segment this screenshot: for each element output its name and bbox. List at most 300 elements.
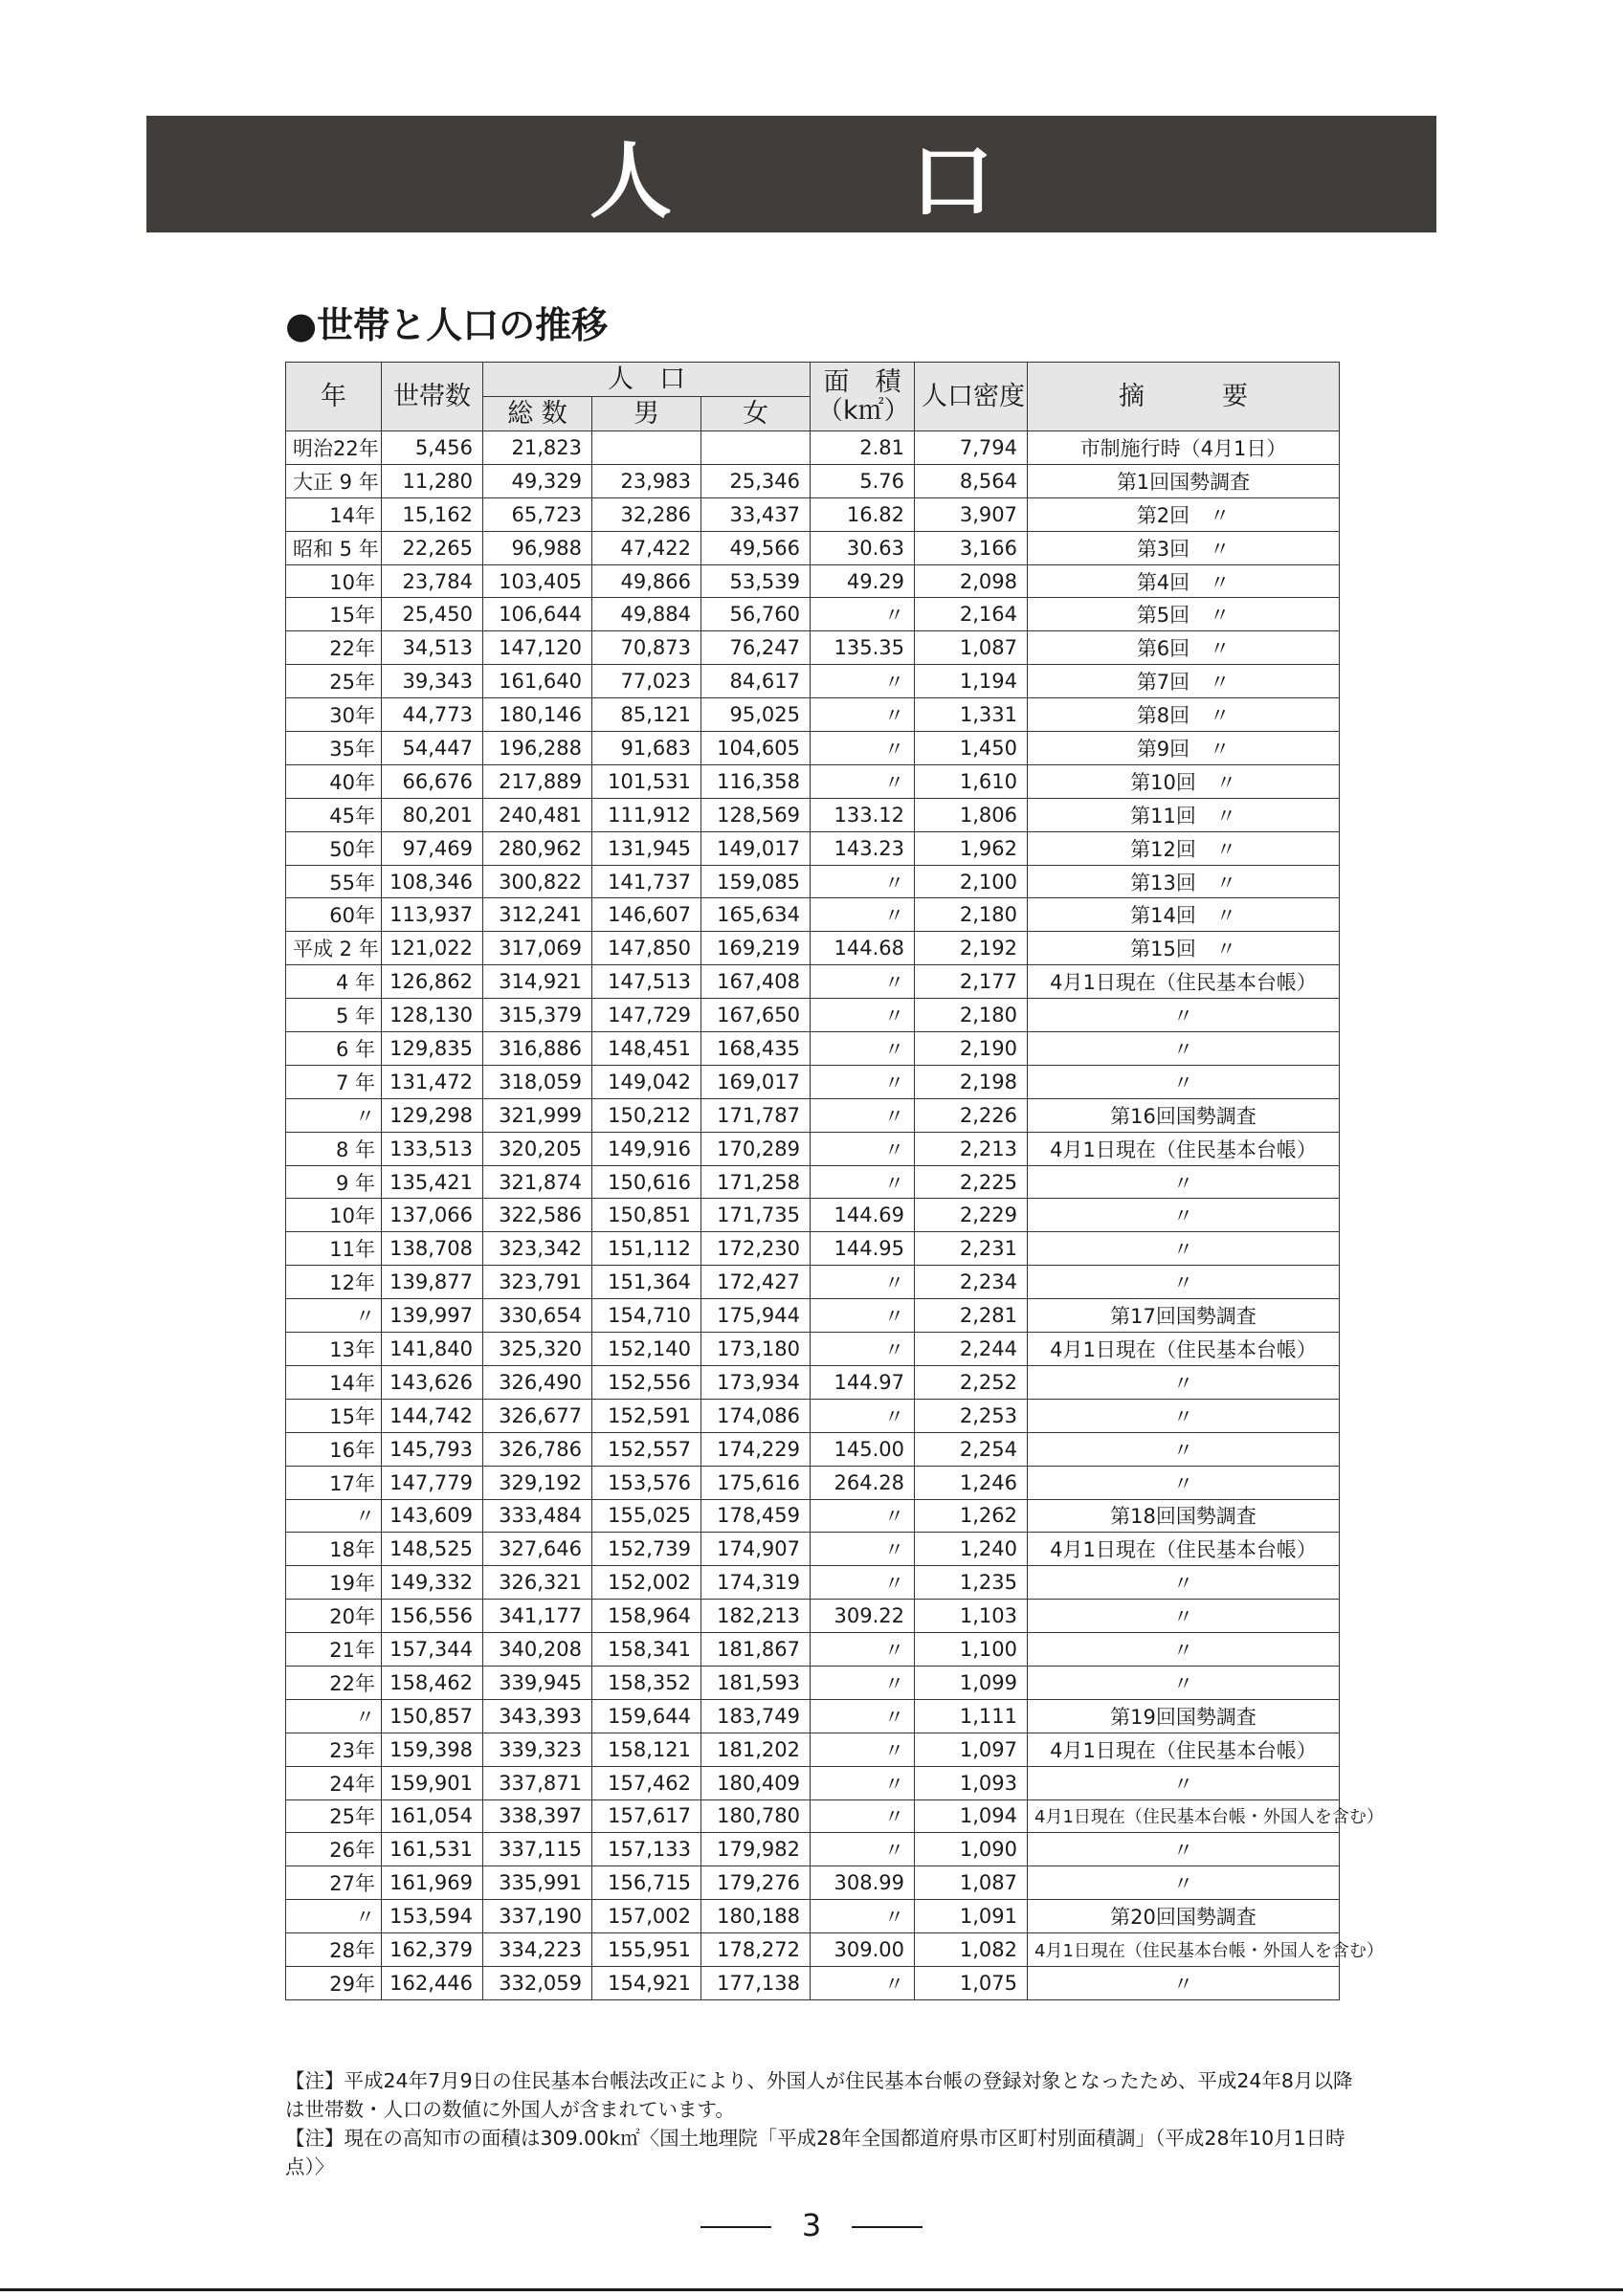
cell-male: 70,873: [592, 631, 701, 665]
cell-total: 240,481: [483, 798, 592, 831]
cell-notes: 〃: [1028, 1966, 1340, 1999]
cell-year: 17年: [286, 1466, 382, 1499]
cell-notes: 〃: [1028, 1165, 1340, 1199]
cell-area: 〃: [811, 1666, 915, 1699]
cell-year: 10年: [286, 564, 382, 598]
cell-density: 1,806: [915, 798, 1028, 831]
cell-female: 128,569: [701, 798, 811, 831]
cell-notes: 第14回 〃: [1028, 898, 1340, 932]
footnotes: [285, 2066, 1357, 2181]
cell-male: 23,983: [592, 464, 701, 497]
cell-male: 149,916: [592, 1132, 701, 1165]
cell-density: 2,213: [915, 1132, 1028, 1165]
cell-male: 158,352: [592, 1666, 701, 1699]
table-row: [286, 1299, 1340, 1333]
cell-male: 159,644: [592, 1699, 701, 1733]
table-row: [286, 1900, 1340, 1933]
cell-year: 20年: [286, 1600, 382, 1633]
cell-total: 325,320: [483, 1333, 592, 1366]
cell-total: 338,397: [483, 1799, 592, 1833]
cell-households: 15,162: [382, 497, 483, 531]
cell-households: 23,784: [382, 564, 483, 598]
cell-area: 〃: [811, 865, 915, 898]
cell-notes: 〃: [1028, 1666, 1340, 1699]
cell-male: 111,912: [592, 798, 701, 831]
cell-density: 1,087: [915, 1866, 1028, 1900]
table-row: [286, 1666, 1340, 1699]
population-table: [285, 362, 1384, 2000]
cell-households: 129,835: [382, 1032, 483, 1066]
cell-total: 339,945: [483, 1666, 592, 1699]
cell-male: 153,576: [592, 1466, 701, 1499]
cell-female: 174,907: [701, 1533, 811, 1566]
cell-total: 326,490: [483, 1365, 592, 1399]
cell-female: 180,409: [701, 1766, 811, 1799]
cell-year: 60年: [286, 898, 382, 932]
table-row: [286, 1232, 1340, 1266]
table-row: [286, 1566, 1340, 1600]
cell-male: 77,023: [592, 665, 701, 698]
cell-households: 121,022: [382, 932, 483, 965]
cell-notes: 〃: [1028, 1600, 1340, 1633]
cell-total: 343,393: [483, 1699, 592, 1733]
cell-male: 147,729: [592, 999, 701, 1032]
cell-female: 53,539: [701, 564, 811, 598]
cell-households: 148,525: [382, 1533, 483, 1566]
cell-male: 154,710: [592, 1299, 701, 1333]
table-row: [286, 1966, 1340, 1999]
cell-notes: 4月1日現在（住民基本台帳）: [1028, 965, 1340, 999]
cell-total: 147,120: [483, 631, 592, 665]
page-number: 3: [801, 2207, 822, 2243]
cell-total: 329,192: [483, 1466, 592, 1499]
cell-area: 〃: [811, 698, 915, 732]
cell-male: 157,617: [592, 1799, 701, 1833]
cell-male: 147,513: [592, 965, 701, 999]
cell-area: 308.99: [811, 1866, 915, 1900]
cell-density: 2,180: [915, 898, 1028, 932]
cell-male: 151,112: [592, 1232, 701, 1266]
cell-households: 162,446: [382, 1966, 483, 1999]
cell-notes: 第13回 〃: [1028, 865, 1340, 898]
cell-households: 161,531: [382, 1833, 483, 1866]
table-row: [286, 1266, 1340, 1299]
cell-year: 9 年: [286, 1165, 382, 1199]
cell-households: 128,130: [382, 999, 483, 1032]
cell-male: 146,607: [592, 898, 701, 932]
cell-households: 44,773: [382, 698, 483, 732]
cell-female: 168,435: [701, 1032, 811, 1066]
table-row: [286, 1933, 1340, 1967]
cell-density: 3,166: [915, 531, 1028, 564]
cell-female: 169,017: [701, 1065, 811, 1098]
cell-total: 321,874: [483, 1165, 592, 1199]
cell-notes: 〃: [1028, 1866, 1340, 1900]
cell-households: 66,676: [382, 764, 483, 798]
cell-area: 309.00: [811, 1933, 915, 1967]
cell-total: 318,059: [483, 1065, 592, 1098]
cell-year: 40年: [286, 764, 382, 798]
cell-total: 96,988: [483, 531, 592, 564]
cell-households: 5,456: [382, 431, 483, 465]
cell-density: 2,244: [915, 1333, 1028, 1366]
cell-notes: 〃: [1028, 1032, 1340, 1066]
cell-year: 14年: [286, 497, 382, 531]
cell-male: 147,850: [592, 932, 701, 965]
table-row: [286, 1766, 1340, 1799]
table-body: [286, 431, 1384, 2000]
cell-density: 2,254: [915, 1432, 1028, 1466]
cell-area: 2.81: [811, 431, 915, 465]
cell-density: 3,907: [915, 497, 1028, 531]
table-row: [286, 1600, 1340, 1633]
cell-notes: 第7回 〃: [1028, 665, 1340, 698]
cell-female: 149,017: [701, 831, 811, 865]
table-row: [286, 764, 1340, 798]
cell-density: 8,564: [915, 464, 1028, 497]
cell-year: 4 年: [286, 965, 382, 999]
cell-area: 〃: [811, 764, 915, 798]
cell-year: 27年: [286, 1866, 382, 1900]
table-row: [286, 1165, 1340, 1199]
cell-density: 1,246: [915, 1466, 1028, 1499]
cell-density: 2,177: [915, 965, 1028, 999]
cell-notes: 第15回 〃: [1028, 932, 1340, 965]
cell-female: 49,566: [701, 531, 811, 564]
cell-density: 1,075: [915, 1966, 1028, 1999]
banner-title: 人口: [589, 134, 1233, 230]
table-row: [286, 1499, 1340, 1533]
cell-notes: 〃: [1028, 1232, 1340, 1266]
cell-female: 174,086: [701, 1399, 811, 1432]
header-households: 世帯数: [382, 363, 483, 431]
cell-notes: 第19回国勢調査: [1028, 1699, 1340, 1733]
header-area-label: 面 積: [823, 366, 901, 397]
cell-area: 49.29: [811, 564, 915, 598]
cell-density: 7,794: [915, 431, 1028, 465]
cell-area: 〃: [811, 1699, 915, 1733]
table-row: [286, 1833, 1340, 1866]
cell-total: 322,586: [483, 1199, 592, 1232]
cell-female: 183,749: [701, 1699, 811, 1733]
cell-male: 158,964: [592, 1600, 701, 1633]
cell-total: 315,379: [483, 999, 592, 1032]
cell-male: 157,133: [592, 1833, 701, 1866]
page-number-area: [0, 2204, 1623, 2246]
cell-area: 〃: [811, 1499, 915, 1533]
cell-male: 131,945: [592, 831, 701, 865]
cell-year: 45年: [286, 798, 382, 831]
cell-area: 16.82: [811, 497, 915, 531]
cell-year: 21年: [286, 1633, 382, 1667]
cell-notes: 4月1日現在（住民基本台帳）: [1028, 1132, 1340, 1165]
cell-male: 152,591: [592, 1399, 701, 1432]
cell-notes: 第8回 〃: [1028, 698, 1340, 732]
cell-notes: 第10回 〃: [1028, 764, 1340, 798]
cell-male: 155,025: [592, 1499, 701, 1533]
cell-notes: 〃: [1028, 1633, 1340, 1667]
cell-female: 175,944: [701, 1299, 811, 1333]
table-row: [286, 1098, 1340, 1132]
cell-total: 333,484: [483, 1499, 592, 1533]
cell-total: 323,342: [483, 1232, 592, 1266]
cell-notes: 第3回 〃: [1028, 531, 1340, 564]
cell-households: 149,332: [382, 1566, 483, 1600]
cell-male: 32,286: [592, 497, 701, 531]
cell-notes: 〃: [1028, 1766, 1340, 1799]
cell-notes: 第16回国勢調査: [1028, 1098, 1340, 1132]
cell-male: 156,715: [592, 1866, 701, 1900]
cell-year: 7 年: [286, 1065, 382, 1098]
cell-density: 1,090: [915, 1833, 1028, 1866]
table-row: [286, 999, 1340, 1032]
bottom-rule: [0, 2288, 1623, 2291]
cell-year: 大正 9 年: [286, 464, 382, 497]
cell-year: 明治22年: [286, 431, 382, 465]
cell-notes: 第18回国勢調査: [1028, 1499, 1340, 1533]
cell-total: 321,999: [483, 1098, 592, 1132]
cell-year: 26年: [286, 1833, 382, 1866]
cell-notes: 第9回 〃: [1028, 732, 1340, 765]
cell-female: 172,230: [701, 1232, 811, 1266]
cell-households: 156,556: [382, 1600, 483, 1633]
cell-year: 28年: [286, 1933, 382, 1967]
cell-male: 158,341: [592, 1633, 701, 1667]
table-row: [286, 698, 1340, 732]
footnote-1: 【注】平成24年7月9日の住民基本台帳法改正により、外国人が住民基本台帳の登録対象となったため、平成24年8月以降は世帯数・人口の数値に外国人が含まれています。: [285, 2069, 1353, 2121]
header-density: 人口密度: [915, 363, 1028, 431]
cell-total: 320,205: [483, 1132, 592, 1165]
cell-male: 157,002: [592, 1900, 701, 1933]
table-row: [286, 1399, 1340, 1432]
cell-female: 95,025: [701, 698, 811, 732]
cell-density: 1,262: [915, 1499, 1028, 1533]
cell-total: 326,321: [483, 1566, 592, 1600]
table-row: [286, 932, 1340, 965]
cell-households: 108,346: [382, 865, 483, 898]
cell-density: 1,235: [915, 1566, 1028, 1600]
cell-male: 152,002: [592, 1566, 701, 1600]
cell-density: 1,240: [915, 1533, 1028, 1566]
cell-male: 155,951: [592, 1933, 701, 1967]
cell-total: 317,069: [483, 932, 592, 965]
cell-households: 135,421: [382, 1165, 483, 1199]
cell-households: 161,054: [382, 1799, 483, 1833]
cell-total: 341,177: [483, 1600, 592, 1633]
cell-area: 30.63: [811, 531, 915, 564]
cell-density: 1,331: [915, 698, 1028, 732]
cell-female: 116,358: [701, 764, 811, 798]
cell-notes: 4月1日現在（住民基本台帳）: [1028, 1333, 1340, 1366]
cell-notes: 〃: [1028, 1199, 1340, 1232]
cell-area: 144.97: [811, 1365, 915, 1399]
cell-total: 326,677: [483, 1399, 592, 1432]
cell-male: 150,616: [592, 1165, 701, 1199]
cell-male: 149,042: [592, 1065, 701, 1098]
cell-total: 21,823: [483, 431, 592, 465]
page-banner: [146, 116, 1436, 232]
cell-households: 139,997: [382, 1299, 483, 1333]
cell-households: 139,877: [382, 1266, 483, 1299]
section-title: ●世帯と人口の推移: [285, 304, 609, 346]
cell-total: 196,288: [483, 732, 592, 765]
header-area-unit: （k㎡）: [817, 395, 910, 426]
cell-year: 25年: [286, 665, 382, 698]
cell-households: 158,462: [382, 1666, 483, 1699]
cell-notes: 〃: [1028, 1432, 1340, 1466]
cell-households: 138,708: [382, 1232, 483, 1266]
cell-density: 1,093: [915, 1766, 1028, 1799]
table-row: [286, 631, 1340, 665]
table-row: [286, 965, 1340, 999]
cell-year: 55年: [286, 865, 382, 898]
cell-total: 314,921: [483, 965, 592, 999]
cell-year: 30年: [286, 698, 382, 732]
cell-total: 323,791: [483, 1266, 592, 1299]
cell-density: 1,100: [915, 1633, 1028, 1667]
cell-male: 151,364: [592, 1266, 701, 1299]
cell-density: 2,252: [915, 1365, 1028, 1399]
cell-density: 2,190: [915, 1032, 1028, 1066]
cell-area: 〃: [811, 1266, 915, 1299]
cell-female: 169,219: [701, 932, 811, 965]
cell-area: 〃: [811, 1032, 915, 1066]
cell-area: 〃: [811, 1533, 915, 1566]
cell-female: 179,276: [701, 1866, 811, 1900]
cell-notes: 〃: [1028, 1833, 1340, 1866]
cell-area: 〃: [811, 1733, 915, 1766]
cell-total: 65,723: [483, 497, 592, 531]
cell-total: 49,329: [483, 464, 592, 497]
footnote-2: 【注】現在の高知市の面積は309.00k㎡〈国土地理院「平成28年全国都道府県市区町村別面積調」（平成28年10月1日時点）〉: [285, 2127, 1345, 2178]
table-row: [286, 865, 1340, 898]
header-population: 人 口: [483, 363, 811, 397]
cell-area: 〃: [811, 1132, 915, 1165]
cell-female: [701, 431, 811, 465]
cell-female: 76,247: [701, 631, 811, 665]
cell-area: 〃: [811, 598, 915, 631]
cell-total: 280,962: [483, 831, 592, 865]
cell-female: 173,934: [701, 1365, 811, 1399]
cell-female: 181,867: [701, 1633, 811, 1667]
cell-total: 327,646: [483, 1533, 592, 1566]
cell-density: 1,091: [915, 1900, 1028, 1933]
table-row: [286, 831, 1340, 865]
cell-year: 19年: [286, 1566, 382, 1600]
table-row: [286, 531, 1340, 564]
cell-density: 1,194: [915, 665, 1028, 698]
cell-total: 316,886: [483, 1032, 592, 1066]
cell-area: 135.35: [811, 631, 915, 665]
cell-density: 2,281: [915, 1299, 1028, 1333]
cell-notes: 第17回国勢調査: [1028, 1299, 1340, 1333]
cell-total: 217,889: [483, 764, 592, 798]
cell-total: 300,822: [483, 865, 592, 898]
cell-density: 2,231: [915, 1232, 1028, 1266]
cell-total: 335,991: [483, 1866, 592, 1900]
cell-households: 157,344: [382, 1633, 483, 1667]
cell-year: 〃: [286, 1699, 382, 1733]
cell-area: 〃: [811, 1299, 915, 1333]
cell-year: 12年: [286, 1266, 382, 1299]
cell-notes: 4月1日現在（住民基本台帳）: [1028, 1733, 1340, 1766]
cell-area: 〃: [811, 1399, 915, 1432]
cell-female: 174,319: [701, 1566, 811, 1600]
cell-total: 340,208: [483, 1633, 592, 1667]
cell-male: 141,737: [592, 865, 701, 898]
cell-area: 〃: [811, 898, 915, 932]
cell-female: 171,787: [701, 1098, 811, 1132]
cell-notes: 第2回 〃: [1028, 497, 1340, 531]
cell-area: 〃: [811, 1766, 915, 1799]
cell-total: 337,871: [483, 1766, 592, 1799]
cell-households: 159,901: [382, 1766, 483, 1799]
table-row: [286, 1799, 1340, 1833]
cell-total: 103,405: [483, 564, 592, 598]
cell-notes: 第20回国勢調査: [1028, 1900, 1340, 1933]
cell-area: 309.22: [811, 1600, 915, 1633]
cell-households: 147,779: [382, 1466, 483, 1499]
cell-area: 〃: [811, 1165, 915, 1199]
cell-density: 1,082: [915, 1933, 1028, 1967]
table-row: [286, 1466, 1340, 1499]
cell-area: 264.28: [811, 1466, 915, 1499]
cell-households: 54,447: [382, 732, 483, 765]
cell-year: 29年: [286, 1966, 382, 1999]
cell-density: 1,099: [915, 1666, 1028, 1699]
table-row: [286, 732, 1340, 765]
cell-density: 2,164: [915, 598, 1028, 631]
cell-male: [592, 431, 701, 465]
header-year: 年: [286, 363, 382, 431]
cell-area: 〃: [811, 1900, 915, 1933]
cell-year: 6 年: [286, 1032, 382, 1066]
cell-area: 〃: [811, 1566, 915, 1600]
cell-notes: 4月1日現在（住民基本台帳）: [1028, 1533, 1340, 1566]
cell-households: 143,626: [382, 1365, 483, 1399]
cell-density: 1,450: [915, 732, 1028, 765]
cell-total: 106,644: [483, 598, 592, 631]
cell-total: 161,640: [483, 665, 592, 698]
cell-year: 〃: [286, 1299, 382, 1333]
cell-year: 15年: [286, 598, 382, 631]
cell-households: 97,469: [382, 831, 483, 865]
cell-density: 1,610: [915, 764, 1028, 798]
table-row: [286, 1699, 1340, 1733]
cell-year: 14年: [286, 1365, 382, 1399]
cell-year: 8 年: [286, 1132, 382, 1165]
table-row: [286, 431, 1340, 465]
cell-male: 91,683: [592, 732, 701, 765]
cell-male: 148,451: [592, 1032, 701, 1066]
cell-female: 174,229: [701, 1432, 811, 1466]
cell-male: 152,739: [592, 1533, 701, 1566]
cell-male: 150,212: [592, 1098, 701, 1132]
cell-female: 180,188: [701, 1900, 811, 1933]
cell-male: 158,121: [592, 1733, 701, 1766]
cell-female: 167,408: [701, 965, 811, 999]
cell-households: 161,969: [382, 1866, 483, 1900]
cell-notes: 〃: [1028, 999, 1340, 1032]
header-female: 女: [701, 397, 811, 431]
cell-total: 330,654: [483, 1299, 592, 1333]
cell-density: 2,234: [915, 1266, 1028, 1299]
cell-male: 152,556: [592, 1365, 701, 1399]
cell-year: 22年: [286, 631, 382, 665]
cell-female: 177,138: [701, 1966, 811, 1999]
cell-female: 33,437: [701, 497, 811, 531]
cell-households: 141,840: [382, 1333, 483, 1366]
